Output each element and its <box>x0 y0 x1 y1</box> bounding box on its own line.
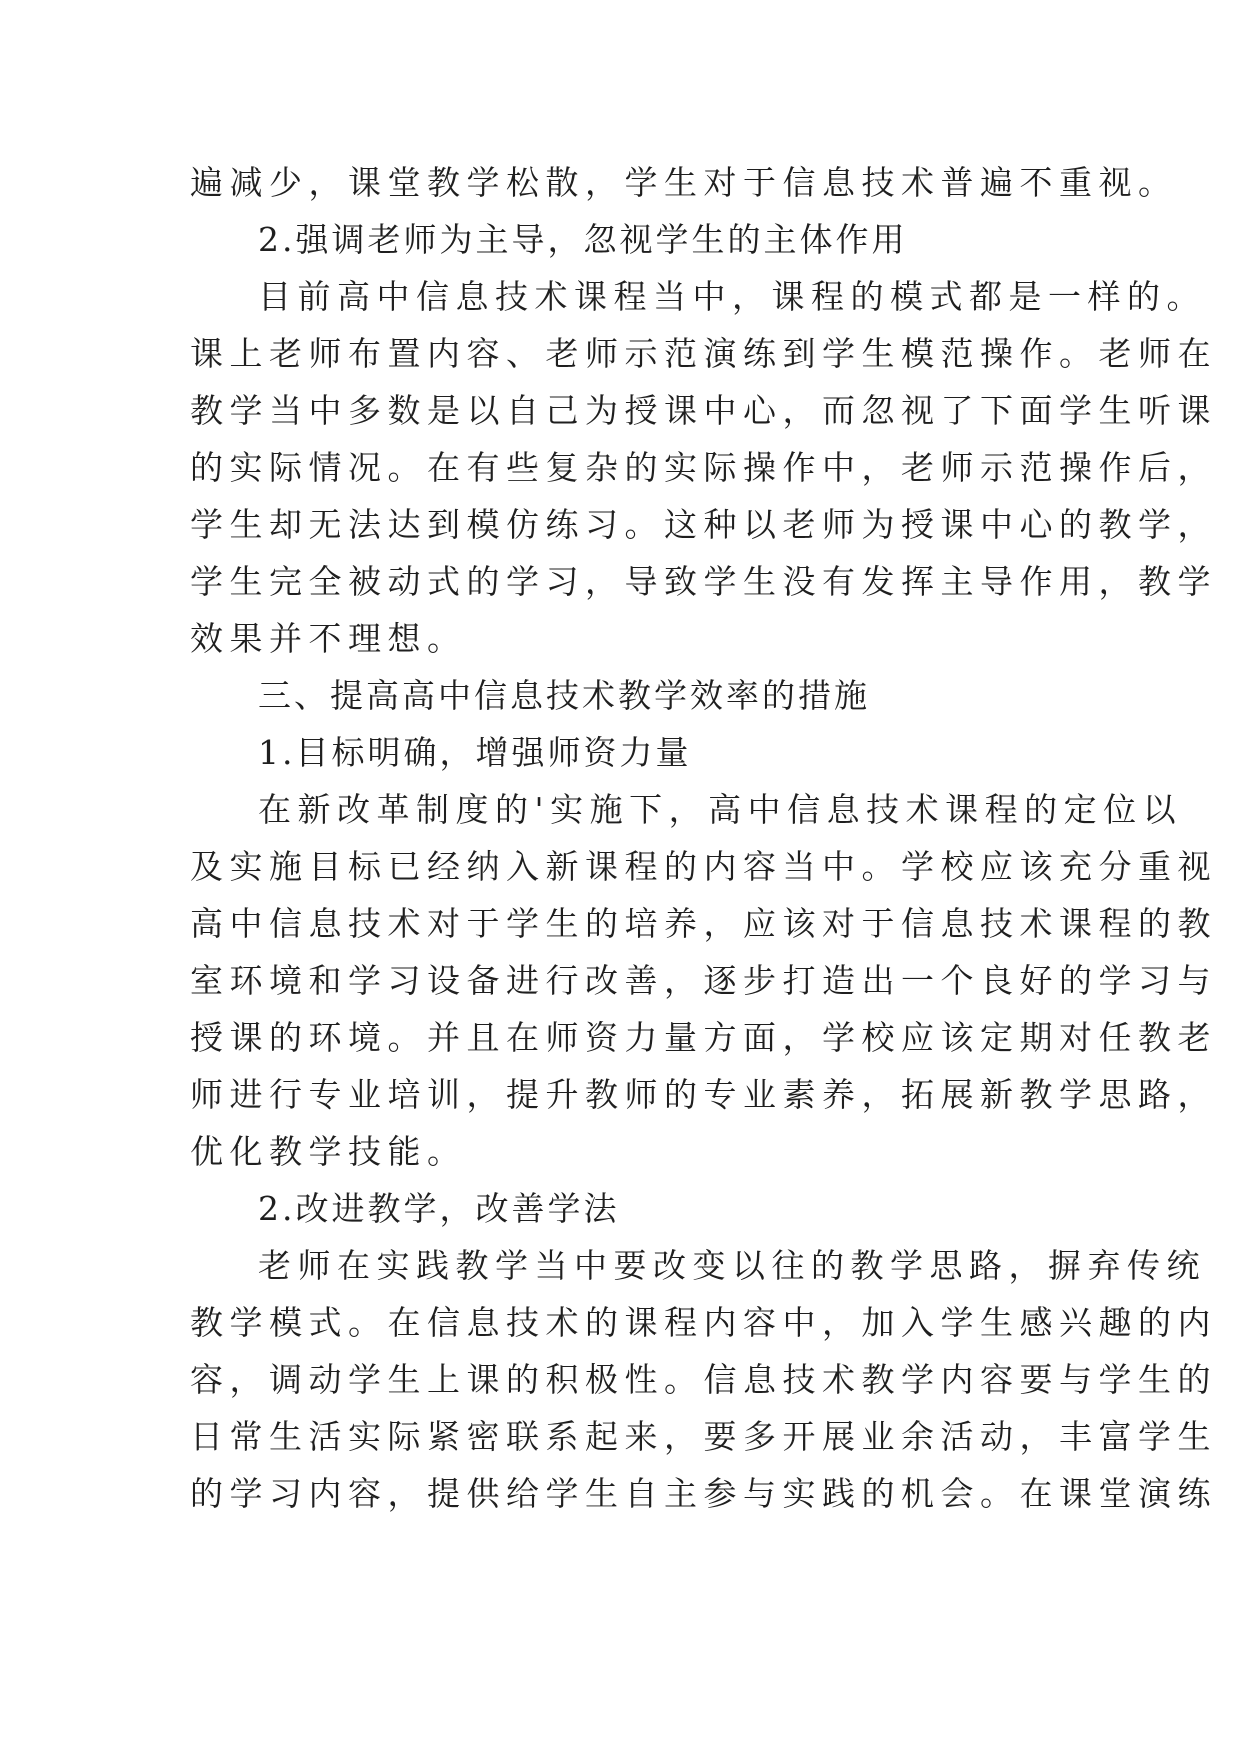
paragraph-line: 容，调动学生上课的积极性。信息技术教学内容要与学生的 <box>190 1360 1217 1399</box>
paragraph-line: 在新改革制度的'实施下，高中信息技术课程的定位以 <box>258 790 1183 829</box>
paragraph-line: 目前高中信息技术课程当中，课程的模式都是一样的。 <box>258 277 1206 316</box>
paragraph-line: 日常生活实际紧密联系起来，要多开展业余活动，丰富学生 <box>190 1417 1217 1456</box>
section-heading: 1.目标明确，增强师资力量 <box>258 733 692 772</box>
section-heading: 2.强调老师为主导，忽视学生的主体作用 <box>258 220 908 259</box>
paragraph-line: 遍减少，课堂教学松散，学生对于信息技术普遍不重视。 <box>190 163 1178 202</box>
paragraph-line: 课上老师布置内容、老师示范演练到学生模范操作。老师在 <box>190 334 1217 373</box>
paragraph-line: 老师在实践教学当中要改变以往的教学思路，摒弃传统 <box>258 1246 1206 1285</box>
paragraph-line: 师进行专业培训，提升教师的专业素养，拓展新教学思路， <box>190 1075 1217 1114</box>
paragraph-line: 效果并不理想。 <box>190 619 467 658</box>
paragraph-line: 优化教学技能。 <box>190 1132 467 1171</box>
paragraph-line: 高中信息技术对于学生的培养，应该对于信息技术课程的教 <box>190 904 1217 943</box>
paragraph-line: 的实际情况。在有些复杂的实际操作中，老师示范操作后， <box>190 448 1217 487</box>
paragraph-line: 教学模式。在信息技术的课程内容中，加入学生感兴趣的内 <box>190 1303 1217 1342</box>
section-heading: 2.改进教学，改善学法 <box>258 1189 620 1228</box>
paragraph-line: 室环境和学习设备进行改善，逐步打造出一个良好的学习与 <box>190 961 1217 1000</box>
paragraph-line: 学生却无法达到模仿练习。这种以老师为授课中心的教学， <box>190 505 1217 544</box>
paragraph-line: 授课的环境。并且在师资力量方面，学校应该定期对任教老 <box>190 1018 1217 1057</box>
paragraph-line: 及实施目标已经纳入新课程的内容当中。学校应该充分重视 <box>190 847 1217 886</box>
paragraph-line: 学生完全被动式的学习，导致学生没有发挥主导作用，教学 <box>190 562 1217 601</box>
paragraph-line: 教学当中多数是以自己为授课中心，而忽视了下面学生听课 <box>190 391 1217 430</box>
paragraph-line: 的学习内容，提供给学生自主参与实践的机会。在课堂演练 <box>190 1474 1217 1513</box>
section-heading: 三、提高高中信息技术教学效率的措施 <box>258 676 870 715</box>
